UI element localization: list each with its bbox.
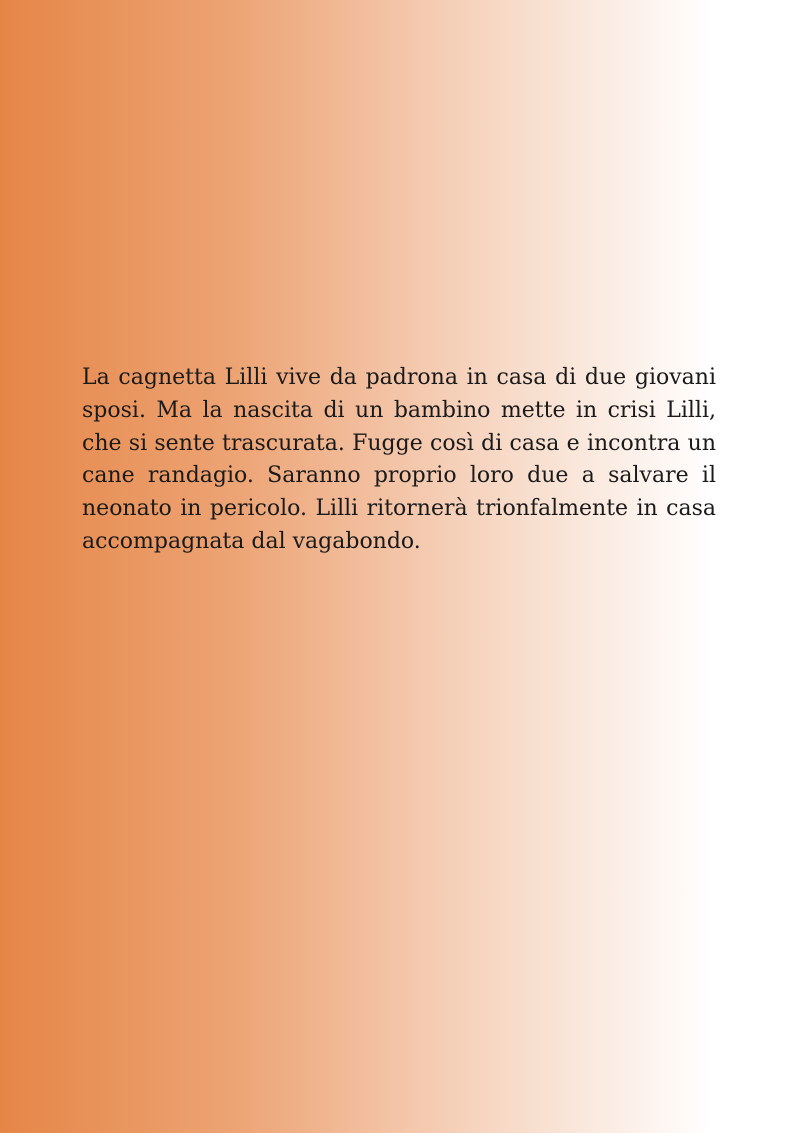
synopsis-paragraph: La cagnetta Lilli vive da padrona in casa di due giovani sposi. Ma la nascita di un bambino mette in crisi Lilli, che si sente trascurata. Fugge così di casa e incontra un cane randagio. Saranno proprio loro due a salvare il neonato in pericolo. Lilli ritornerà trionfalmente in casa accompagnata dal vagabondo. [82, 365, 716, 554]
